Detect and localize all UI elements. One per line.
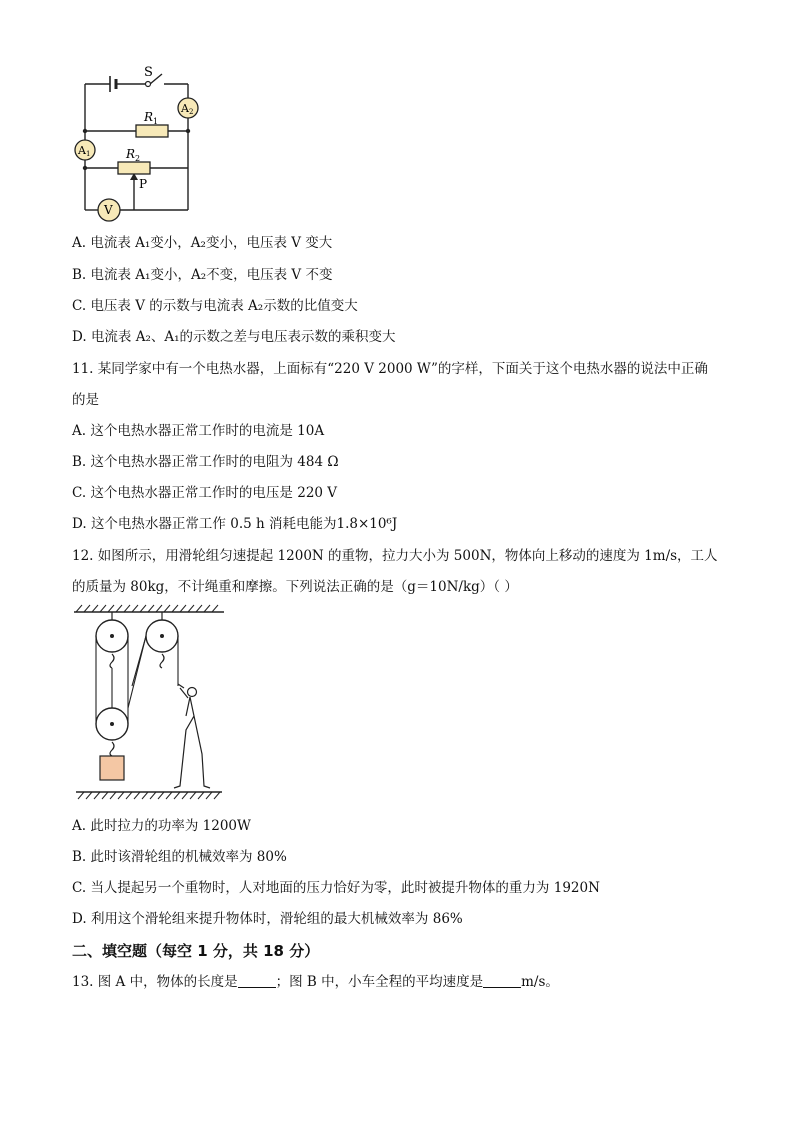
q11-option-d [72, 514, 397, 534]
q13-part3: m/s。 [521, 974, 559, 990]
q10-option-b [72, 265, 332, 285]
answer-blank-1[interactable] [238, 973, 276, 988]
q11-option-c [72, 483, 337, 503]
option-letter: B. [72, 267, 87, 283]
q12-option-c [72, 878, 600, 898]
option-letter: C. [72, 298, 87, 314]
option-text: 这个电热水器正常工作 0.5 h 消耗电能为1.8×10⁶J [90, 516, 398, 532]
q13-part1: 13. 图 A 中，物体的长度是 [72, 974, 238, 990]
label-v: V [104, 203, 113, 217]
option-text: 这个电热水器正常工作时的电流是 10A [90, 423, 325, 439]
q11-stem-line1: 11. 某同学家中有一个电热水器，上面标有“220 V 2000 W”的字样，下面关于这个电热水器的说法中正确 [72, 361, 708, 377]
option-letter: D. [72, 911, 87, 927]
option-text: 利用这个滑轮组来提升物体时，滑轮组的最大机械效率为 86% [90, 911, 463, 927]
option-text: 这个电热水器正常工作时的电阻为 484 Ω [90, 454, 339, 470]
load-block [100, 756, 124, 780]
label-p: P [139, 177, 148, 191]
label-r2: R [126, 147, 136, 161]
option-text: 电流表 A₁变小，A₂变小，电压表 V 变大 [90, 235, 333, 251]
q10-option-d [72, 327, 396, 347]
option-text: 这个电热水器正常工作时的电压是 220 V [90, 485, 338, 501]
q11-option-b [72, 452, 339, 472]
q11-option-a [72, 421, 324, 441]
label-a1-sub: 1 [85, 150, 91, 158]
label-a2: A [181, 102, 189, 115]
q12-option-d [72, 909, 463, 929]
option-text: 电流表 A₂、A₁的示数之差与电压表示数的乘积变大 [90, 329, 396, 345]
option-text: 此时该滑轮组的机械效率为 80% [90, 849, 287, 865]
resistor-r2 [118, 162, 150, 174]
svg-text:R1 [143, 110, 158, 126]
q11-stem-line2: 的是 [72, 392, 99, 408]
option-letter: B. [72, 849, 87, 865]
q10-option-c [72, 296, 358, 316]
q12-stem-line2: 的质量为 80kg，不计绳重和摩擦。下列说法正确的是（g＝10N/kg）（ ） [72, 579, 518, 595]
option-letter: D. [72, 516, 87, 532]
option-letter: C. [72, 880, 87, 896]
q10-option-a [72, 233, 332, 253]
q12-option-a [72, 816, 251, 836]
q12-option-b [72, 847, 287, 867]
answer-blank-2[interactable] [483, 973, 521, 988]
section-heading: 二、填空题（每空 1 分，共 18 分） [72, 942, 320, 960]
svg-text:R2 [125, 147, 140, 163]
option-letter: B. [72, 454, 87, 470]
label-a2-sub: 2 [188, 108, 194, 116]
q13-stem [72, 972, 559, 992]
circuit-diagram [70, 62, 210, 222]
option-text: 当人提起另一个重物时，人对地面的压力恰好为零，此时被提升物体的重力为 1920N [90, 880, 600, 896]
option-letter: A. [72, 235, 87, 251]
label-r1: R [144, 110, 154, 124]
label-r1-sub: 1 [153, 117, 159, 126]
option-letter: A. [72, 818, 87, 834]
worker-figure [174, 684, 210, 788]
label-r2-sub: 2 [135, 154, 141, 163]
q13-part2: ；图 B 中，小车全程的平均速度是 [275, 974, 484, 990]
pulley-diagram [72, 604, 232, 804]
label-a1: A [78, 144, 86, 157]
option-letter: D. [72, 329, 87, 345]
label-s: S [144, 65, 153, 80]
option-letter: A. [72, 423, 87, 439]
q12-stem-line1: 12. 如图所示，用滑轮组匀速提起 1200N 的重物，拉力大小为 500N，物体向上移动的速度为 1m/s，工人 [72, 548, 718, 564]
option-text: 此时拉力的功率为 1200W [90, 818, 251, 834]
option-text: 电压表 V 的示数与电流表 A₂示数的比值变大 [90, 298, 358, 314]
option-letter: C. [72, 485, 87, 501]
option-text: 电流表 A₁变小，A₂不变，电压表 V 不变 [90, 267, 333, 283]
resistor-r1 [136, 125, 168, 137]
